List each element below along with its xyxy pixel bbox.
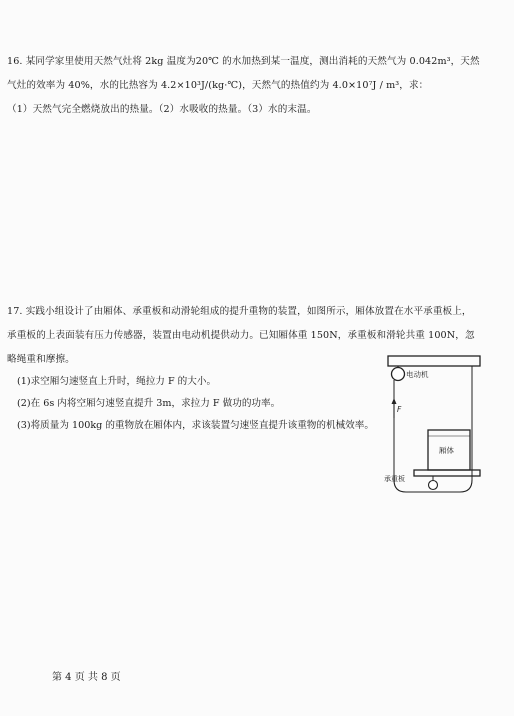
plate-label: 承重板 [384, 475, 405, 483]
pulley-figure [384, 352, 486, 502]
q17-line-1: 17. 实践小组设计了由厢体、承重板和动滑轮组成的提升重物的装置，如图所示，厢体放置在水平承重板上， [7, 306, 472, 317]
cabin-label: 厢体 [439, 446, 454, 455]
page-number: 第 4 页 共 8 页 [52, 672, 121, 683]
q16-line-1: 16. 某同学家里使用天然气灶将 2kg 温度为20℃ 的水加热到某一温度，测出消耗的天然气为 0.042m³，天然 [7, 56, 480, 67]
ceiling-beam [388, 356, 480, 366]
motor-pulley [392, 368, 405, 381]
q16-line-2: 气灶的效率为 40%，水的比热容为 4.2×10³J/(kg·℃)，天然气的热值约为 4.0×10⁷J / m³，求： [7, 80, 429, 91]
q16-line-3: （1）天然气完全燃烧放出的热量。（2）水吸收的热量。（3）水的末温。 [7, 104, 317, 115]
moving-pulley [429, 481, 438, 490]
q17-subquestion-2: (2)在 6s 内将空厢匀速竖直提升 3m，求拉力 F 做功的功率。 [17, 398, 281, 409]
force-label: F [397, 405, 402, 414]
q17-subquestion-3: (3)将质量为 100kg 的重物放在厢体内，求该装置匀速竖直提升该重物的机械效率。 [17, 420, 374, 431]
motor-label: 电动机 [406, 370, 429, 379]
q17-line-3: 略绳重和摩擦。 [7, 354, 75, 365]
bearing-plate [414, 470, 480, 476]
q17-subquestion-1: (1)求空厢匀速竖直上升时，绳拉力 F 的大小。 [17, 376, 217, 387]
q17-line-2: 承重板的上表面装有压力传感器，装置由电动机提供动力。已知厢体重 150N，承重板和滑轮共重 100N，忽 [7, 330, 475, 341]
